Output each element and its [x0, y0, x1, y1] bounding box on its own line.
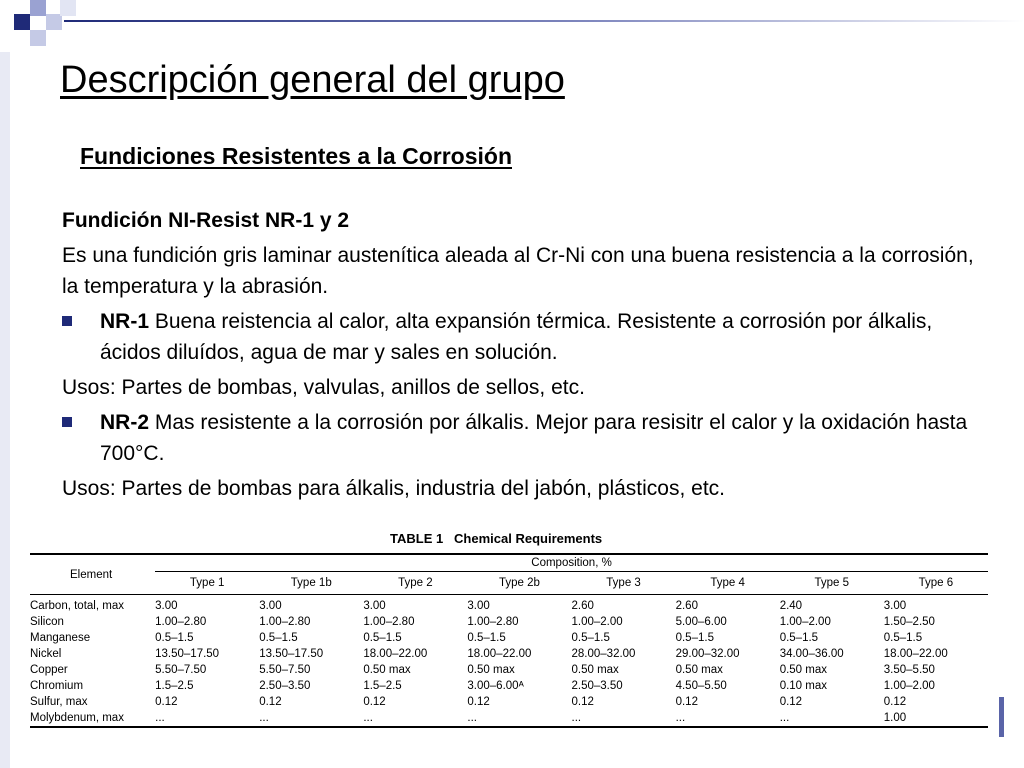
value-cell: 1.00–2.80: [155, 616, 207, 628]
bullet-marker: [62, 407, 100, 469]
value-cell: 34.00–36.00: [779, 648, 844, 660]
value-cell: 5.50–7.50: [155, 664, 207, 676]
decor-square: [30, 30, 46, 46]
element-cell: Carbon, total, max: [30, 600, 124, 612]
right-accent-bar: [999, 697, 1004, 737]
value-cell: 5.50–7.50: [259, 664, 311, 676]
value-cell: 0.5–1.5: [155, 632, 194, 644]
value-cell: 13.50–17.50: [259, 648, 324, 660]
table-body: [30, 595, 988, 728]
value-cell: 0.50 max: [675, 664, 723, 676]
value-cell: 1.5–2.5: [155, 680, 194, 692]
value-cell: 2.60: [571, 600, 594, 612]
value-cell: 0.5–1.5: [363, 632, 402, 644]
bullet-label: NR-1: [100, 310, 150, 333]
value-cell: 2.50–3.50: [571, 680, 623, 692]
value-cell: 1.00–2.80: [467, 616, 519, 628]
element-cell: Copper: [30, 664, 68, 676]
value-cell: 0.5–1.5: [779, 632, 819, 644]
decor-square: [60, 0, 76, 16]
table-row: [30, 678, 988, 694]
table-caption: TABLE 1 Chemical Requirements: [390, 531, 603, 546]
types-header-row: [30, 572, 988, 595]
element-cell: Molybdenum, max: [30, 712, 124, 724]
slide-subtitle: Fundiciones Resistentes a la Corrosión: [80, 143, 512, 169]
table-row: [30, 595, 988, 615]
left-sidebar-band: [0, 52, 10, 768]
value-cell: 3.00: [467, 600, 490, 612]
value-cell: 4.50–5.50: [675, 680, 727, 692]
value-cell: 0.50 max: [779, 664, 827, 676]
slide-title: Descripción general del grupo: [60, 59, 565, 101]
composition-header: Composition, %: [155, 554, 988, 572]
value-cell: 1.00–2.80: [363, 616, 415, 628]
value-cell: 1.00–2.80: [259, 616, 311, 628]
value-cell: 1.00: [883, 712, 907, 724]
type-header: Type 2b: [467, 572, 571, 595]
value-cell: 3.00: [155, 600, 178, 612]
bullet-text: Mas resistente a la corrosión por álkalis. Mejor para resisitr el calor y la oxidación hasta 700°C.: [100, 411, 968, 465]
element-header: Element: [30, 554, 155, 595]
table-row: [30, 630, 988, 646]
type-header: Type 1b: [259, 572, 363, 595]
value-cell: 0.50 max: [467, 664, 515, 676]
value-cell: 3.00–6.00ᴬ: [467, 680, 524, 692]
table-row: [30, 694, 988, 710]
value-cell: 0.12: [259, 696, 282, 708]
value-cell: 18.00–22.00: [467, 648, 532, 660]
value-cell: 5.00–6.00: [675, 616, 727, 628]
bullet-item: [62, 407, 982, 469]
value-cell: 0.12: [467, 696, 490, 708]
value-cell: 0.10 max: [779, 680, 827, 692]
bullet-marker: [62, 306, 100, 368]
value-cell: 3.00: [883, 600, 907, 612]
value-cell: 1.5–2.5: [363, 680, 402, 692]
value-cell: 0.12: [155, 696, 178, 708]
value-cell: ...: [467, 712, 477, 724]
value-cell: 28.00–32.00: [571, 648, 636, 660]
value-cell: 0.5–1.5: [259, 632, 298, 644]
value-cell: 1.00–2.00: [779, 616, 831, 628]
bullet-label: NR-2: [100, 411, 150, 434]
value-cell: ...: [363, 712, 373, 724]
uses-line: Usos: Partes de bombas para álkalis, industria del jabón, plásticos, etc.: [62, 477, 726, 500]
decor-square: [46, 14, 62, 30]
bullet-text: Buena reistencia al calor, alta expansión térmica. Resistente a corrosión por álkalis, ácidos diluídos, agua de mar y sales en solución.: [100, 310, 933, 364]
value-cell: 0.12: [675, 696, 698, 708]
value-cell: ...: [259, 712, 269, 724]
table-row: [30, 614, 988, 630]
bullet-item: [62, 306, 982, 368]
value-cell: ...: [675, 712, 686, 724]
value-cell: 1.00–2.00: [883, 680, 935, 692]
value-cell: 0.12: [571, 696, 594, 708]
element-cell: Silicon: [30, 616, 64, 628]
value-cell: 2.40: [779, 600, 803, 612]
element-cell: Nickel: [30, 648, 62, 660]
value-cell: 29.00–32.00: [675, 648, 740, 660]
decor-square: [30, 0, 46, 16]
type-header: Type 2: [363, 572, 467, 595]
value-cell: 13.50–17.50: [155, 648, 220, 660]
value-cell: 2.50–3.50: [259, 680, 311, 692]
type-header: Type 6: [884, 572, 988, 595]
value-cell: 0.50 max: [571, 664, 619, 676]
value-cell: 3.00: [363, 600, 386, 612]
value-cell: 3.50–5.50: [883, 664, 935, 676]
value-cell: 18.00–22.00: [363, 648, 428, 660]
value-cell: ...: [779, 712, 790, 724]
type-header: Type 5: [780, 572, 884, 595]
value-cell: 0.5–1.5: [883, 632, 923, 644]
value-cell: 1.50–2.50: [883, 616, 935, 628]
type-header: Type 4: [676, 572, 780, 595]
type-header: Type 1: [155, 572, 259, 595]
table-row: [30, 646, 988, 662]
value-cell: 0.5–1.5: [571, 632, 610, 644]
slide-body: [62, 205, 982, 508]
header-divider: [64, 20, 1024, 22]
element-cell: Sulfur, max: [30, 696, 88, 708]
value-cell: 0.12: [883, 696, 907, 708]
chemical-requirements-table: [30, 553, 988, 728]
section-heading: Fundición NI-Resist NR-1 y 2: [62, 209, 350, 232]
value-cell: ...: [571, 712, 582, 724]
value-cell: 1.00–2.00: [571, 616, 623, 628]
table-row: [30, 710, 988, 727]
value-cell: 3.00: [259, 600, 282, 612]
uses-line: Usos: Partes de bombas, valvulas, anillos de sellos, etc.: [62, 376, 585, 399]
decor-square: [14, 14, 30, 30]
value-cell: 0.12: [363, 696, 386, 708]
type-header: Type 3: [572, 572, 676, 595]
value-cell: ...: [155, 712, 165, 724]
intro-paragraph: Es una fundición gris laminar austenítica aleada al Cr-Ni con una buena resistencia a la corrosión, la temperatura y la abrasión.: [62, 244, 974, 298]
value-cell: 0.12: [779, 696, 803, 708]
table-row: [30, 662, 988, 678]
value-cell: 0.5–1.5: [467, 632, 506, 644]
element-cell: Manganese: [30, 632, 91, 644]
value-cell: 0.5–1.5: [675, 632, 714, 644]
value-cell: 0.50 max: [363, 664, 411, 676]
element-cell: Chromium: [30, 680, 84, 692]
value-cell: 2.60: [675, 600, 698, 612]
value-cell: 18.00–22.00: [883, 648, 948, 660]
